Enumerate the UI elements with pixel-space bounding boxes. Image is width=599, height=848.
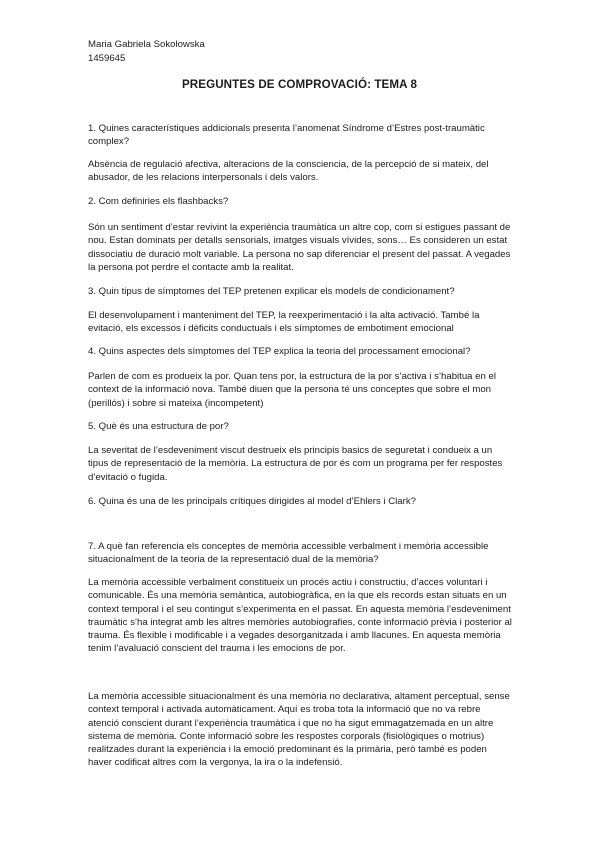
question-7: 7. A què fan referencia els conceptes de memòria accessible verbalment i memòria accessible situacionalment de la teoria de la representació dual de la memòria? [88,541,489,566]
answer-3: El desenvolupament i manteniment del TEP, la reexperimentació i la alta activació. També la evitació, els excessos i dèficits conductuals i els símptomes de embotiment emocional [88,310,480,335]
question-4: 4. Quins aspectes dels símptomes del TEP explica la teoria del processament emocional? [88,346,471,357]
answer-7-situational-memory: La memòria accessible situacionalment és una memòria no declarativa, altament perceptual, sense context temporal i activada automàticament. Aquí es troba tota la informació que no va rebre atenció conscient durant l’experiència traumàtica i que no ha sigut emmagatzemada en un altre sistema de memòria. Conte informació sobre les respostes corporals (fisiològiques o motrius) realitzades durant la experiència i la emoció predominant és la primària, però també es poden haver codificat altres com la vergonya, la ira o la indefensió. [88,691,510,769]
answer-7-verbal-memory: La memòria accessible verbalment constitueix un procés actiu i constructiu, d’acces voluntari i comunicable. És una memòria semàntica, autobiogràfica, en la que els records estan situats en un context temporal i el seu contingut s’experimenta en el passat. En aquesta memòria l’esdeveniment traumàtic s’ha integrat amb les altres memòries autobiografies, conte informació prèvia i posterior al trauma. És flexible i modificable i a vegades desorganitzada i amb llacunes. En aquesta memòria tenim l’avaluació conscient del trauma i les emocions de por. [88,577,512,655]
answer-5: La severitat de l’esdeveniment viscut destrueix els principis basics de seguretat i condueix a un tipus de representació de la memòria. La estructura de por és com un programa per fer respostes d’evitació o fugida. [88,445,503,483]
question-5: 5. Què és una estructura de por? [88,421,229,432]
answer-2: Són un sentiment d’estar revivint la experiència traumàtica un altre cop, com si estigues passant de nou. Estan dominats per detalls sensorials, imatges visuals vívides, sons… Es consideren un estat dissociatiu de duració molt variable. La persona no sap diferenciar el present del passat. A vegades la persona pot perdre el contacte amb la realitat. [88,222,511,273]
author-name: Maria Gabriela Sokolowska [88,39,205,50]
question-2: 2. Com definiries els flashbacks? [88,196,229,207]
answer-1: Absència de regulació afectiva, alteracions de la consciencia, de la percepció de si mateix, del abusador, de les relacions interpersonals i dels valors. [88,159,489,184]
question-1: 1. Quines característiques addicionals presenta l’anomenat Síndrome d’Estres post-traumàtic complex? [88,123,485,148]
question-3: 3. Quin tipus de símptomes del TEP pretenen explicar els models de condicionament? [88,286,455,297]
author-id: 1459645 [88,52,126,64]
answer-4: Parlen de com es produeix la por. Quan tens por, la estructura de la por s’activa i s’habitua en el context de la informació nova. També diuen que la persona té uns conceptes que sobre el mon (perillós) i sobre si mateixa (incompetent) [88,371,496,409]
page-title: PREGUNTES DE COMPROVACIÓ: TEMA 8 [181,78,418,91]
author-block [88,38,205,65]
question-6: 6. Quina és una de les principals crítiques dirigides al model d’Ehlers i Clark? [88,496,416,507]
